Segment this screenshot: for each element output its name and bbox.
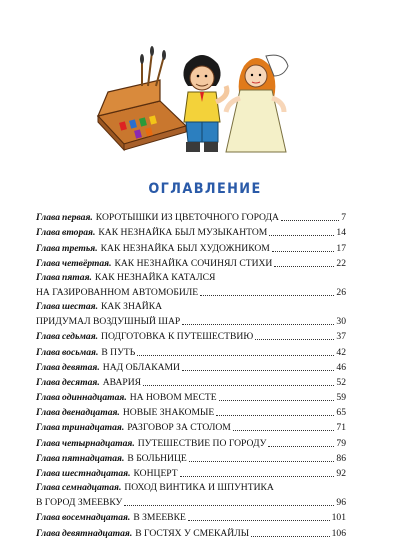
page-number: 101 — [331, 512, 346, 524]
chapter-number: семнадцатая. — [62, 482, 122, 493]
toc-entry[interactable] — [36, 374, 346, 389]
page-number: 37 — [336, 331, 346, 343]
chapter-title: В ПУТЬ — [101, 346, 136, 358]
boy-character-icon — [183, 55, 226, 152]
leader-dots — [255, 339, 334, 340]
page-number: 22 — [336, 257, 346, 269]
page-number: 59 — [336, 392, 346, 404]
chapter-title: КАК НЕЗНАЙКА СОЧИНЯЛ СТИХИ — [114, 257, 273, 269]
chapter-word: Глава — [36, 346, 61, 358]
toc-entry[interactable] — [36, 359, 346, 374]
toc-entry[interactable] — [36, 328, 346, 343]
leader-dots — [182, 324, 334, 325]
toc-entry-continuation[interactable] — [36, 313, 346, 328]
toc-entry[interactable] — [36, 270, 346, 284]
chapter-word: Глава — [36, 468, 61, 479]
leader-dots — [268, 446, 334, 447]
toc-heading: ОГЛАВЛЕНИЕ — [148, 181, 262, 197]
chapter-title: КАК НЕЗНАЙКА КАТАЛСЯ — [94, 271, 216, 283]
page-number: 65 — [336, 407, 346, 419]
chapter-word: Глава — [36, 452, 61, 464]
chapter-number: девятая. — [62, 361, 100, 373]
page-number: 7 — [341, 212, 346, 224]
toc-entry[interactable] — [36, 419, 346, 434]
toc-entry[interactable] — [36, 209, 346, 224]
page-number: 79 — [336, 437, 346, 449]
leader-dots — [216, 415, 334, 416]
page-number: 86 — [336, 452, 346, 464]
page-number: 30 — [336, 316, 346, 328]
leader-dots — [188, 520, 330, 521]
chapter-word: Глава — [36, 242, 61, 254]
toc-entry[interactable] — [36, 509, 346, 524]
leader-dots — [269, 235, 334, 236]
leader-dots — [143, 385, 334, 386]
chapter-word: Глава — [36, 527, 61, 539]
page-number: 106 — [331, 527, 346, 539]
chapter-title: КОНЦЕРТ — [133, 468, 178, 479]
chapter-number: четвёртая. — [62, 257, 112, 269]
leader-dots — [281, 220, 339, 221]
chapter-number: четырнадцатая. — [62, 437, 135, 449]
chapter-number: вторая. — [62, 227, 96, 239]
toc-entry[interactable] — [36, 239, 346, 254]
chapter-title: НОВЫЕ ЗНАКОМЫЕ — [122, 407, 215, 419]
chapter-number: пятая. — [62, 271, 92, 283]
chapter-number: первая. — [62, 212, 93, 224]
chapter-number: восьмая. — [62, 346, 99, 358]
chapter-title: В ГОСТЯХ У СМЕКАЙЛЫ — [135, 527, 250, 539]
paint-box-icon — [98, 80, 186, 150]
chapter-number: десятая. — [62, 376, 100, 388]
chapter-title-continuation: ПРИДУМАЛ ВОЗДУШНЫЙ ШАР — [36, 316, 181, 328]
leader-dots — [233, 430, 335, 431]
toc-entry-continuation[interactable] — [36, 284, 346, 299]
chapter-number: шестая. — [62, 300, 99, 312]
toc-entry[interactable] — [36, 255, 346, 270]
girl-character-icon — [226, 55, 288, 152]
page-number: 52 — [336, 376, 346, 388]
leader-dots — [180, 476, 335, 477]
leader-dots — [251, 536, 329, 537]
leader-dots — [182, 370, 334, 371]
page-number: 42 — [336, 346, 346, 358]
page-number: 92 — [336, 468, 346, 479]
chapter-word: Глава — [36, 361, 61, 373]
chapter-title: КАК НЕЗНАЙКА БЫЛ ХУДОЖНИКОМ — [100, 242, 270, 254]
leader-dots — [124, 505, 334, 506]
page-number: 14 — [336, 227, 346, 239]
chapter-word: Глава — [36, 271, 61, 283]
chapter-number: тринадцатая. — [62, 422, 125, 434]
chapter-title: КОРОТЫШКИ ИЗ ЦВЕТОЧНОГО ГОРОДА — [95, 212, 279, 224]
chapter-number: шестнадцатая. — [62, 468, 131, 479]
chapter-word: Глава — [36, 300, 61, 312]
page-number: 17 — [336, 242, 346, 254]
toc-entry[interactable] — [36, 465, 346, 480]
toc-entry[interactable] — [36, 299, 346, 313]
page-number: 96 — [336, 497, 346, 509]
leader-dots — [189, 461, 335, 462]
page-number: 71 — [336, 422, 346, 434]
chapter-number: девятнадцатая. — [62, 527, 133, 539]
chapter-title: В БОЛЬНИЦЕ — [127, 452, 187, 464]
toc-entry[interactable] — [36, 224, 346, 239]
leader-dots — [137, 355, 334, 356]
chapter-title-continuation: НА ГАЗИРОВАННОМ АВТОМОБИЛЕ — [36, 286, 199, 298]
brushes-icon — [140, 46, 166, 86]
chapter-number: пятнадцатая. — [62, 452, 125, 464]
illustration-characters — [90, 46, 305, 158]
chapter-word: Глава — [36, 376, 61, 388]
chapter-word: Глава — [36, 512, 61, 524]
page-number: 46 — [336, 361, 346, 373]
toc-entry[interactable] — [36, 389, 346, 404]
toc-entry-continuation[interactable] — [36, 494, 346, 509]
chapter-word: Глава — [36, 257, 61, 269]
chapter-word: Глава — [36, 437, 61, 449]
toc-entry[interactable] — [36, 434, 346, 449]
chapter-title: НА НОВОМ МЕСТЕ — [129, 392, 217, 404]
chapter-number: седьмая. — [62, 331, 99, 343]
chapter-title: ПОДГОТОВКА К ПУТЕШЕСТВИЮ — [101, 331, 254, 343]
chapter-number: двенадцатая. — [62, 407, 120, 419]
chapter-title: КАК НЕЗНАЙКА БЫЛ МУЗЫКАНТОМ — [98, 227, 268, 239]
leader-dots — [219, 400, 335, 401]
toc-entry[interactable] — [36, 450, 346, 465]
chapter-title: ПУТЕШЕСТВИЕ ПО ГОРОДУ — [137, 437, 267, 449]
leader-dots — [200, 295, 334, 296]
chapter-title: КАК ЗНАЙКА — [101, 300, 163, 312]
table-of-contents — [36, 209, 346, 540]
chapter-title: ПОХОД ВИНТИКА И ШПУНТИКА — [124, 482, 274, 493]
chapter-word: Глава — [36, 212, 61, 224]
toc-entry[interactable] — [36, 404, 346, 419]
chapter-number: восемнадцатая. — [62, 512, 131, 524]
toc-entry[interactable] — [36, 343, 346, 358]
chapter-word: Глава — [36, 407, 61, 419]
chapter-number: одиннадцатая. — [62, 392, 127, 404]
chapter-word: Глава — [36, 482, 61, 493]
leader-dots — [272, 251, 335, 252]
chapter-word: Глава — [36, 422, 61, 434]
chapter-title: В ЗМЕЕВКЕ — [133, 512, 186, 524]
chapter-word: Глава — [36, 331, 61, 343]
chapter-number: третья. — [62, 242, 98, 254]
chapter-title: РАЗГОВОР ЗА СТОЛОМ — [127, 422, 231, 434]
page-number: 26 — [336, 286, 346, 298]
chapter-word: Глава — [36, 392, 61, 404]
chapter-title: АВАРИЯ — [102, 376, 142, 388]
chapter-word: Глава — [36, 227, 61, 239]
chapter-title-continuation: В ГОРОД ЗМЕЕВКУ — [36, 497, 123, 509]
chapter-title: НАД ОБЛАКАМИ — [102, 361, 180, 373]
toc-entry[interactable] — [36, 524, 346, 539]
toc-entry[interactable] — [36, 480, 346, 494]
leader-dots — [274, 266, 334, 267]
